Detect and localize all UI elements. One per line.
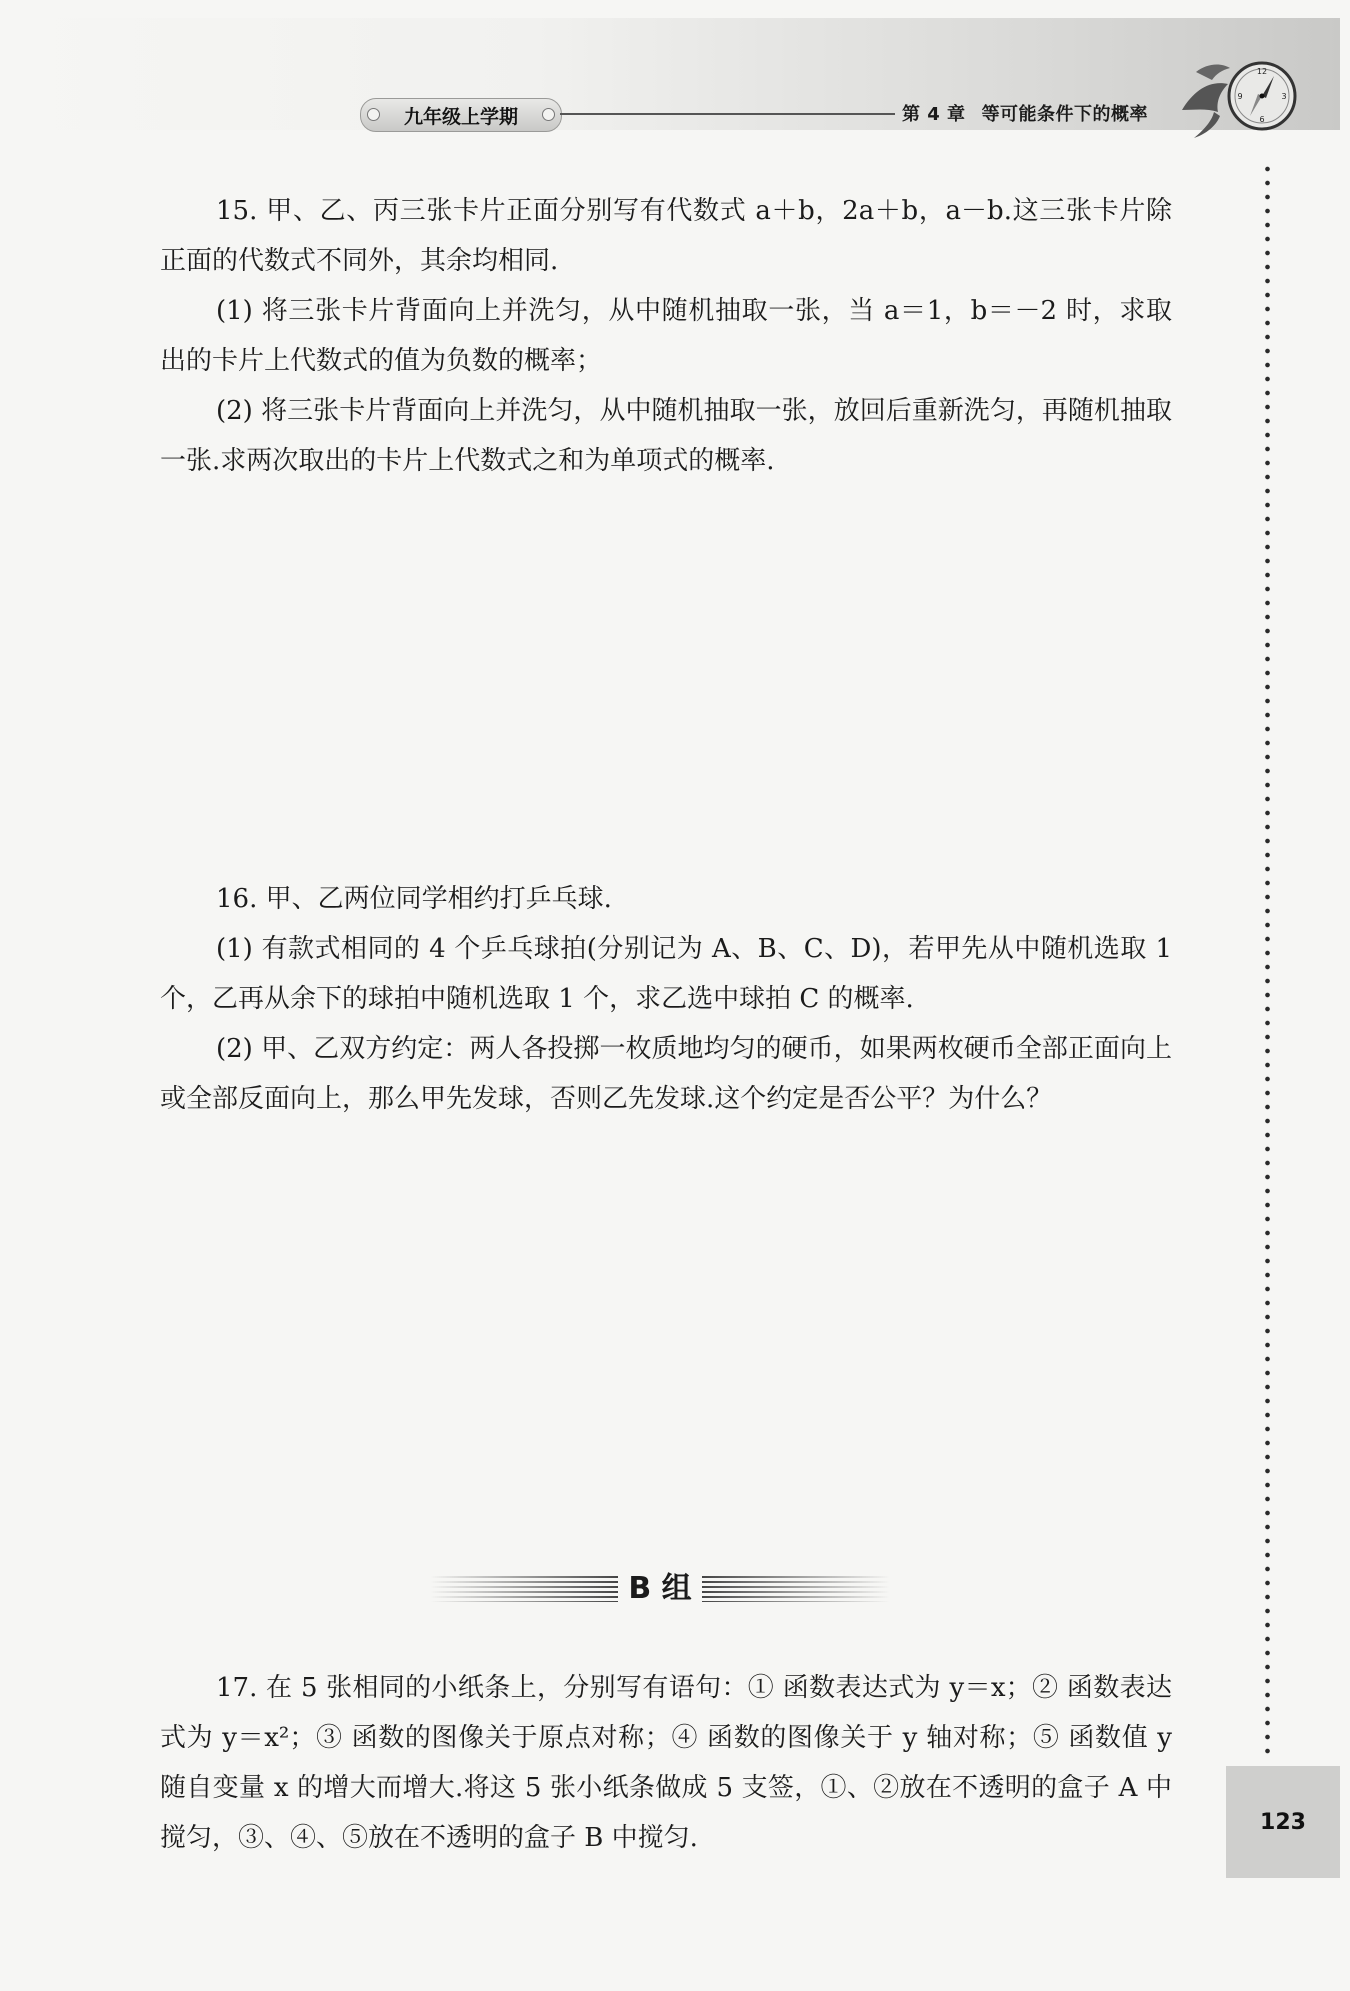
banner-left-stripes xyxy=(430,1576,618,1602)
svg-text:6: 6 xyxy=(1259,115,1265,124)
section-b-banner xyxy=(430,1566,890,1614)
question-15-part-1: (1) 将三张卡片背面向上并洗匀，从中随机抽取一张，当 a＝1，b＝－2 时，求取出的卡片上代数式的值为负数的概率； xyxy=(160,296,1172,376)
grade-label xyxy=(360,98,562,132)
margin-dotted-line xyxy=(1265,162,1270,1762)
question-17 xyxy=(160,1663,1172,1863)
pill-right-dot xyxy=(542,108,555,121)
question-16-part-1: (1) 有款式相同的 4 个乒乓球拍(分别记为 A、B、C、D)，若甲先从中随机选取 1 个，乙再从余下的球拍中随机选取 1 个，求乙选中球拍 C 的概率. xyxy=(160,934,1172,1014)
grade-text: 九年级上学期 xyxy=(403,105,518,128)
header-rule xyxy=(560,113,895,115)
svg-text:9: 9 xyxy=(1237,92,1243,101)
question-15-part-2: (2) 将三张卡片背面向上并洗匀，从中随机抽取一张，放回后重新洗匀，再随机抽取一张.求两次取出的卡片上代数式之和为单项式的概率. xyxy=(160,396,1172,476)
chapter-number: 第 4 章 xyxy=(902,104,966,125)
question-17-stem: 17. 在 5 张相同的小纸条上，分别写有语句：① 函数表达式为 y＝x；② 函数表达式为 y＝x²；③ 函数的图像关于原点对称；④ 函数的图像关于 y 轴对称；⑤ 函数值 y 随自变量 x 的增大而增大.将这 5 张小纸条做成 5 支签，①、②放在不透明的盒子 A 中搅匀，③、④、⑤放在不透明的盒子 B 中搅匀. xyxy=(160,1673,1172,1853)
pill-left-dot xyxy=(367,108,380,121)
question-16-part-2: (2) 甲、乙双方约定：两人各投掷一枚质地均匀的硬币，如果两枚硬币全部正面向上或全部反面向上，那么甲先发球，否则乙先发球.这个约定是否公平？为什么？ xyxy=(160,1034,1172,1114)
section-title: B 组 xyxy=(628,1571,692,1606)
banner-right-stripes xyxy=(702,1576,890,1602)
question-15 xyxy=(160,186,1172,486)
question-15-stem: 15. 甲、乙、丙三张卡片正面分别写有代数式 a＋b，2a＋b，a－b.这三张卡片除正面的代数式不同外，其余均相同. xyxy=(160,196,1172,276)
chapter-heading xyxy=(902,100,1148,126)
chapter-title: 等可能条件下的概率 xyxy=(981,104,1149,125)
svg-text:12: 12 xyxy=(1256,67,1268,76)
compass-runner-icon xyxy=(1176,50,1306,142)
question-16 xyxy=(160,874,1172,1124)
question-16-stem: 16. 甲、乙两位同学相约打乒乓球. xyxy=(216,884,612,914)
svg-text:3: 3 xyxy=(1281,92,1287,101)
page-number: 123 xyxy=(1226,1766,1340,1878)
